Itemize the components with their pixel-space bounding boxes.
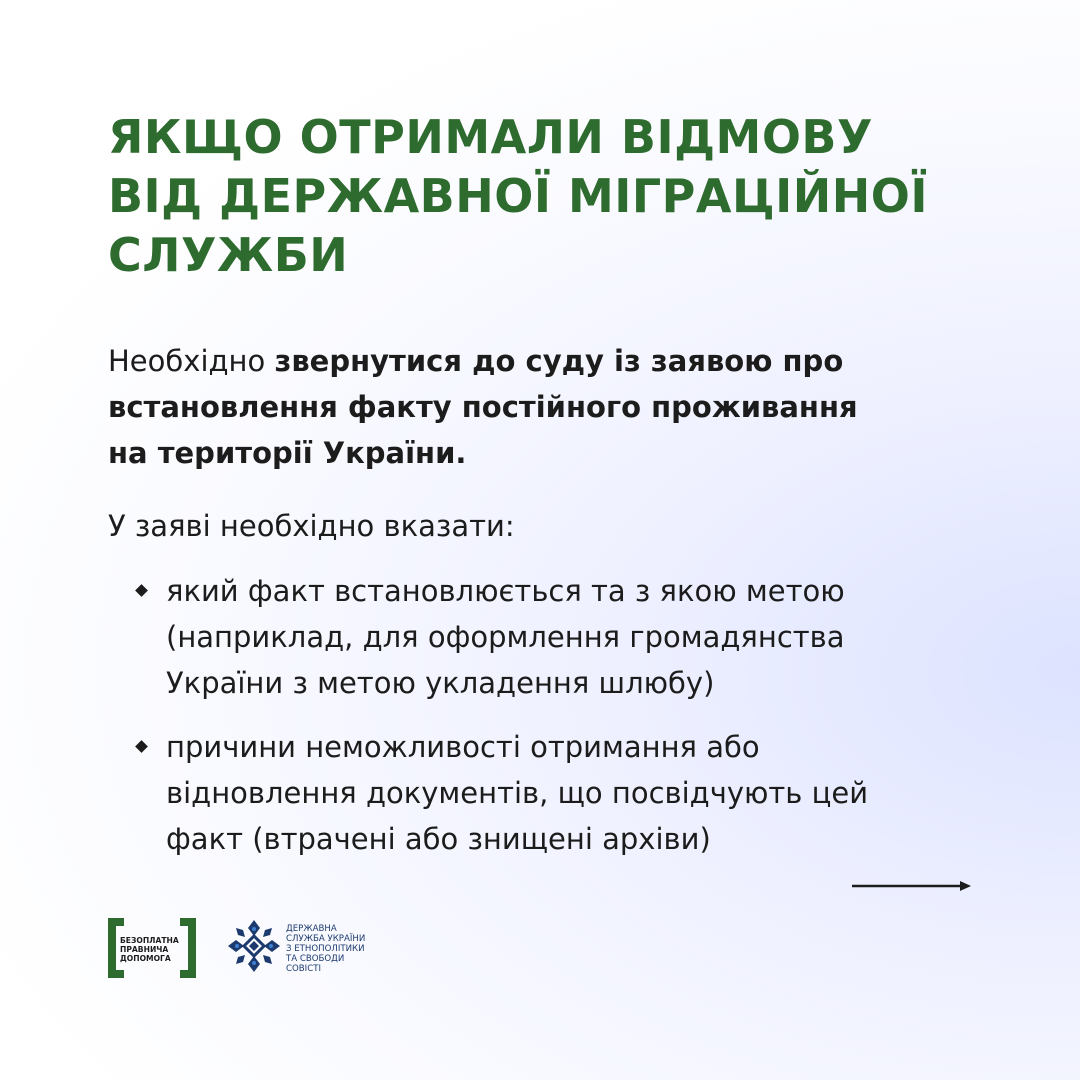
list-item-line: факт (втрачені або знищені архіви) xyxy=(166,822,711,856)
list-item-line: відновлення документів, що посвідчують цей xyxy=(166,776,869,810)
list-item xyxy=(132,568,868,706)
title-line: ЯКЩО ОТРИМАЛИ ВІДМОВУ xyxy=(108,110,873,164)
bracket-right-icon xyxy=(180,918,196,978)
logo-text-line: СОВІСТІ xyxy=(286,964,321,974)
logo-text-line: ПРАВНИЧА xyxy=(120,945,169,954)
logo-text-line: З ЕТНОПОЛІТИКИ xyxy=(286,944,365,954)
intro-bold: на території України. xyxy=(108,436,467,470)
intro-paragraph xyxy=(108,338,858,476)
list-item-line: який факт встановлюється та з якою метою xyxy=(166,574,845,608)
ethnopolitics-logo-text xyxy=(286,924,365,974)
list-item-line: причини неможливості отримання або xyxy=(166,730,760,764)
list-item-line: України з метою укладення шлюбу) xyxy=(166,666,715,700)
arrow-right-icon[interactable] xyxy=(852,878,972,894)
logo-text-line: ДЕРЖАВНА xyxy=(286,924,337,934)
intro-bold: звернутися до суду із заявою про xyxy=(274,344,844,378)
legal-aid-logo xyxy=(108,918,196,978)
logo-text-line: БЕЗОПЛАТНА xyxy=(120,936,179,945)
list-item xyxy=(132,724,868,862)
title-line: ВІД ДЕРЖАВНОЇ МІГРАЦІЙНОЇ xyxy=(108,169,928,223)
title-line: СЛУЖБИ xyxy=(108,228,349,282)
diamond-bullet-icon xyxy=(135,584,148,597)
ornament-emblem-icon xyxy=(226,918,282,974)
ethnopolitics-service-logo xyxy=(226,918,376,980)
logo-text-line: ТА СВОБОДИ xyxy=(286,954,345,964)
page-title xyxy=(108,108,928,285)
requirements-list xyxy=(132,568,868,880)
list-lead: У заяві необхідно вказати: xyxy=(108,509,515,543)
diamond-bullet-icon xyxy=(135,740,148,753)
intro-bold: встановлення факту постійного проживання xyxy=(108,390,858,424)
list-item-line: (наприклад, для оформлення громадянства xyxy=(166,620,845,654)
logo-text-line: ДОПОМОГА xyxy=(120,954,171,963)
logo-text-line: СЛУЖБА УКРАЇНИ xyxy=(286,934,366,944)
intro-prefix: Необхідно xyxy=(108,344,275,378)
legal-aid-logo-text xyxy=(120,936,184,963)
